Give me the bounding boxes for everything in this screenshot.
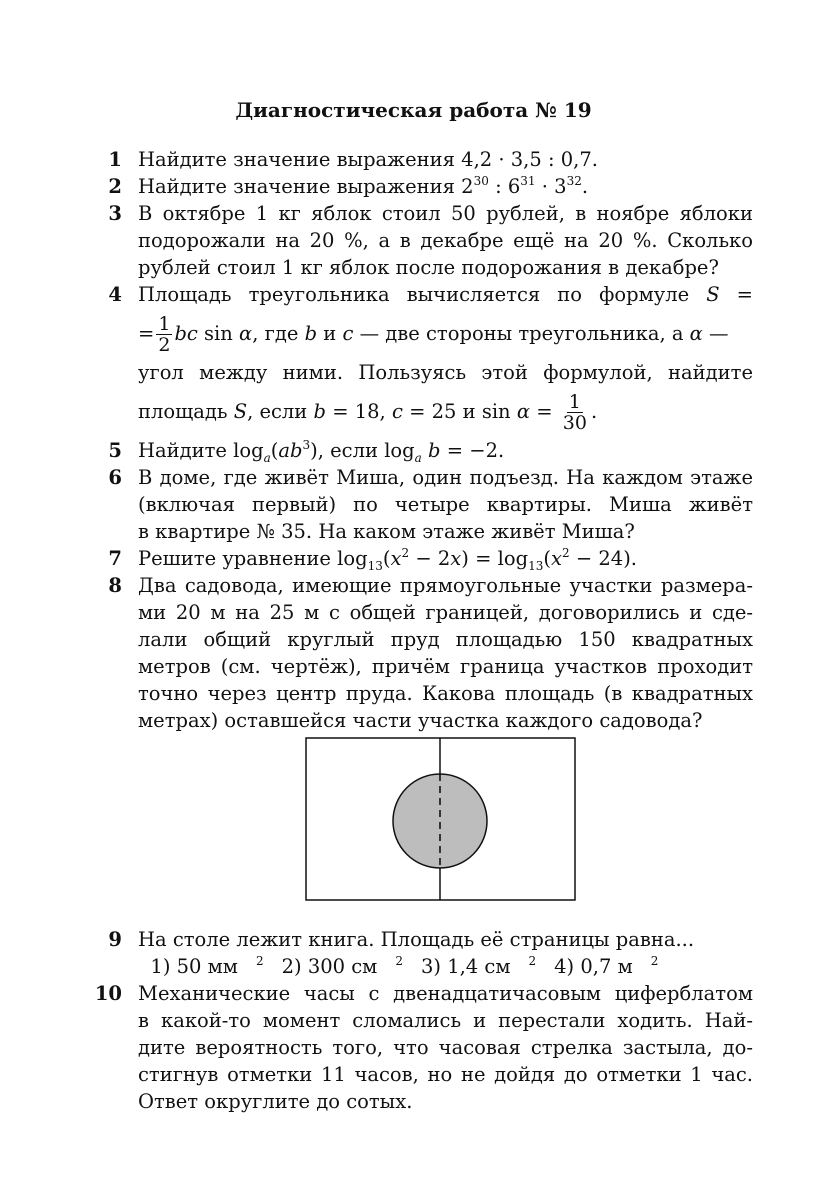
fraction-one-half: $\frac{1}{2}$ (158, 312, 171, 356)
problem-text-line: угол между ними. Пользуясь этой формулой, найдите (138, 361, 753, 384)
problem-text-line: точно через центр пруда. Какова площадь (в квадратных (138, 682, 753, 705)
problem-text-line: рублей стоил 1 кг яблок после подорожания в декабре? (138, 256, 719, 279)
problem-number: 8 (108, 574, 122, 597)
problem-number: 3 (108, 202, 122, 225)
answer-option: 2) 300 см $^2$ (281, 954, 403, 978)
problem-text-line: лали общий круглый пруд площадью 150 квадратных (138, 628, 753, 651)
problem-number: 4 (108, 283, 122, 306)
problem-number: 2 (108, 175, 122, 198)
problem-number: 1 (108, 148, 122, 171)
problem-text-line: Решите уравнение $\log_{13}(x^2 - 2x) = \log_{13}(x^2 - 24)$. (138, 546, 637, 573)
problem-text-line: метрах) оставшейся части участка каждого садовода? (138, 709, 703, 732)
problem-text-line: площадь S, если b = 18, c = 25 и sin α = $\frac{1}{30}$ . (138, 390, 598, 434)
garden-plots-figure (300, 735, 580, 903)
answer-option: 4) 0,7 м $^2$ (554, 954, 659, 978)
problem-text-line: метров (см. чертёж), причём граница участков проходит (138, 655, 753, 678)
problem-number: 5 (108, 439, 122, 462)
problem-text-line: стигнув отметки 11 часов, но не дойдя до отметки 1 час. (138, 1063, 753, 1086)
fraction-one-thirtieth: $\frac{1}{30}$ (562, 390, 587, 434)
problem-text-line: Найдите значение выражения $2^{30}$ : $6^{31} \cdot 3^{32}$. (138, 174, 589, 198)
problem-text-line: = $\frac{1}{2}$ bc sin α, где b и c — две стороны треугольника, а α — (138, 312, 729, 356)
problem-text-line: Ответ округлите до сотых. (138, 1090, 413, 1113)
problem-number: 10 (94, 982, 122, 1005)
problem-text-line: На столе лежит книга. Площадь её страницы равна... (138, 928, 695, 951)
problem-text-line: Два садовода, имеющие прямоугольные участки размера- (138, 574, 753, 597)
problem-text-line: в какой-то момент сломались и перестали ходить. Най- (138, 1009, 753, 1032)
answer-option: 1) 50 мм $^2$ (150, 954, 264, 978)
answer-option: 3) 1,4 см $^2$ (420, 954, 537, 978)
problem-text-line: в квартире № 35. На каком этаже живёт Миша? (138, 520, 635, 543)
problem-text-line: В октябре 1 кг яблок стоил 50 рублей, в ноябре яблоки (138, 202, 753, 225)
problem-text-line: Найдите значение выражения 4,2 · 3,5 : 0,7. (138, 148, 598, 171)
problem-text-line: Механические часы с двенадцатичасовым циферблатом (138, 982, 753, 1005)
problem-number: 6 (108, 466, 122, 489)
problem-text-line: (включая первый) по четыре квартиры. Миша живёт (138, 493, 753, 516)
problem-text-line: ми 20 м на 25 м с общей границей, договорились и сде- (138, 601, 753, 624)
problem-text-line: подорожали на 20 %, а в декабре ещё на 20 %. Сколько (138, 229, 753, 252)
problem-number: 7 (108, 547, 122, 570)
problem-number: 9 (108, 928, 122, 951)
problem-text-line: Найдите $\log_a(ab^3)$, если $\log_a b = -2$. (138, 438, 505, 465)
page-title: Диагностическая работа № 19 (235, 98, 592, 122)
problem-text-line: Площадь треугольника вычисляется по формуле S = (138, 283, 753, 306)
answer-options (138, 953, 753, 980)
problem-text-line: В доме, где живёт Миша, один подъезд. На каждом этаже (138, 466, 753, 489)
problem-text-line: дите вероятность того, что часовая стрелка застыла, до- (138, 1036, 753, 1059)
